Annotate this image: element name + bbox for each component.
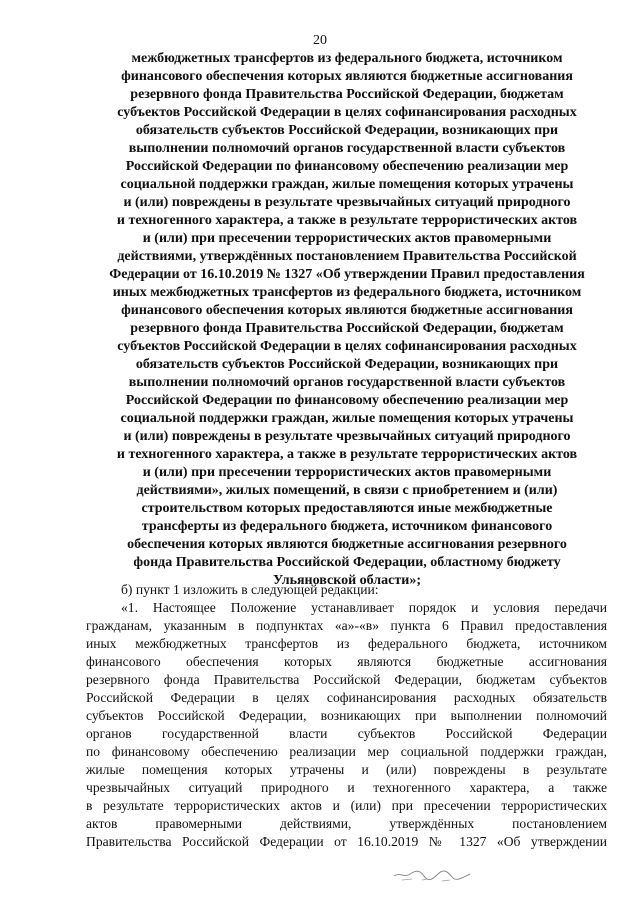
bold-paragraph	[97, 50, 597, 590]
text-line: чрезвычайных ситуаций природного и техногенного характера, а также	[86, 780, 607, 795]
text-line: актов правомерными действиями, утверждённых постановлением	[86, 816, 607, 831]
text-line: Российской Федерации в целях софинансирования расходных обязательств	[86, 690, 607, 705]
text-line: и (или) повреждены в результате чрезвычайных ситуаций природного	[123, 195, 571, 210]
text-line: гражданам, указанным в подпунктах «а»-«в» пункта 6 Правил предоставления	[86, 618, 607, 633]
text-line: трансферты из федерального бюджета, источником финансового	[141, 519, 553, 534]
text-line: фонда Правительства Российской Федерации, областному бюджету	[133, 555, 561, 570]
text-line: б) пункт 1 изложить в следующей редакции:	[121, 582, 379, 597]
text-line: по финансовому обеспечению реализации мер социальной поддержки граждан,	[86, 744, 607, 759]
text-line: и (или) при пресечении террористических актов правомерными	[142, 231, 552, 246]
text-line: резервного фонда Правительства Российской Федерации, бюджетам	[130, 321, 564, 336]
text-line: резервного фонда Правительства Российской Федерации, бюджетам	[130, 87, 564, 102]
text-line: Правительства Российской Федерации от 16.10.2019 № 1327 «Об утверждении	[86, 834, 607, 849]
text-line: иных межбюджетных трансфертов из федерального бюджета, источником	[86, 636, 607, 651]
body-paragraph	[86, 581, 607, 851]
text-line: «1. Настоящее Положение устанавливает порядок и условия передачи	[121, 600, 607, 615]
text-line: социальной поддержки граждан, жилые помещения которых утрачены	[120, 411, 574, 426]
text-line: строительством которых предоставляются иные межбюджетные	[141, 501, 553, 516]
text-line: финансового обеспечения которых являются бюджетные ассигнования	[86, 654, 607, 669]
text-line: финансового обеспечения которых являются бюджетные ассигнования	[121, 303, 573, 318]
text-line: финансового обеспечения которых являются бюджетные ассигнования	[121, 69, 573, 84]
text-line: органов государственной власти субъектов Российской Федерации	[86, 726, 607, 741]
text-line: Российской Федерации по финансовому обеспечению реализации мер	[125, 393, 569, 408]
text-line: в результате террористических актов и (или) при пресечении террористических	[86, 798, 607, 813]
text-line: обязательств субъектов Российской Федерации, возникающих при	[135, 123, 559, 138]
text-line: и техногенного характера, а также в результате террористических актов	[116, 213, 578, 228]
text-line: обеспечения которых являются бюджетные ассигнования резервного	[127, 537, 567, 552]
text-line: субъектов Российской Федерации в целях софинансирования расходных	[117, 339, 577, 354]
text-line: обязательств субъектов Российской Федерации, возникающих при	[135, 357, 559, 372]
signature-mark	[392, 862, 472, 886]
text-line: межбюджетных трансфертов из федерального бюджета, источником	[131, 51, 563, 66]
text-line: действиями», жилых помещений, в связи с приобретением и (или)	[136, 483, 558, 498]
page-number: 20	[313, 33, 327, 48]
text-line: и техногенного характера, а также в результате террористических актов	[116, 447, 578, 462]
text-line: иных межбюджетных трансфертов из федерального бюджета, источником	[112, 285, 582, 300]
text-line: резервного фонда Правительства Российской Федерации, бюджетам субъектов	[86, 672, 607, 687]
text-line: действиями, утверждённых постановлением Правительства Российской	[117, 249, 577, 264]
text-line: субъектов Российской Федерации, возникающих при выполнении полномочий	[86, 708, 607, 723]
text-line: Ульяновской области»;	[273, 573, 421, 588]
text-line: и (или) повреждены в результате чрезвычайных ситуаций природного	[123, 429, 571, 444]
text-line: выполнении полномочий органов государственной власти субъектов	[128, 141, 566, 156]
text-line: социальной поддержки граждан, жилые помещения которых утрачены	[120, 177, 574, 192]
text-line: выполнении полномочий органов государственной власти субъектов	[128, 375, 566, 390]
text-line: Российской Федерации по финансовому обеспечению реализации мер	[125, 159, 569, 174]
text-line: и (или) при пресечении террористических актов правомерными	[142, 465, 552, 480]
text-line: Федерации от 16.10.2019 № 1327 «Об утверждении Правил предоставления	[109, 267, 585, 282]
text-line: жилые помещения которых утрачены и (или) повреждены в результате	[86, 762, 607, 777]
text-line: субъектов Российской Федерации в целях софинансирования расходных	[117, 105, 577, 120]
